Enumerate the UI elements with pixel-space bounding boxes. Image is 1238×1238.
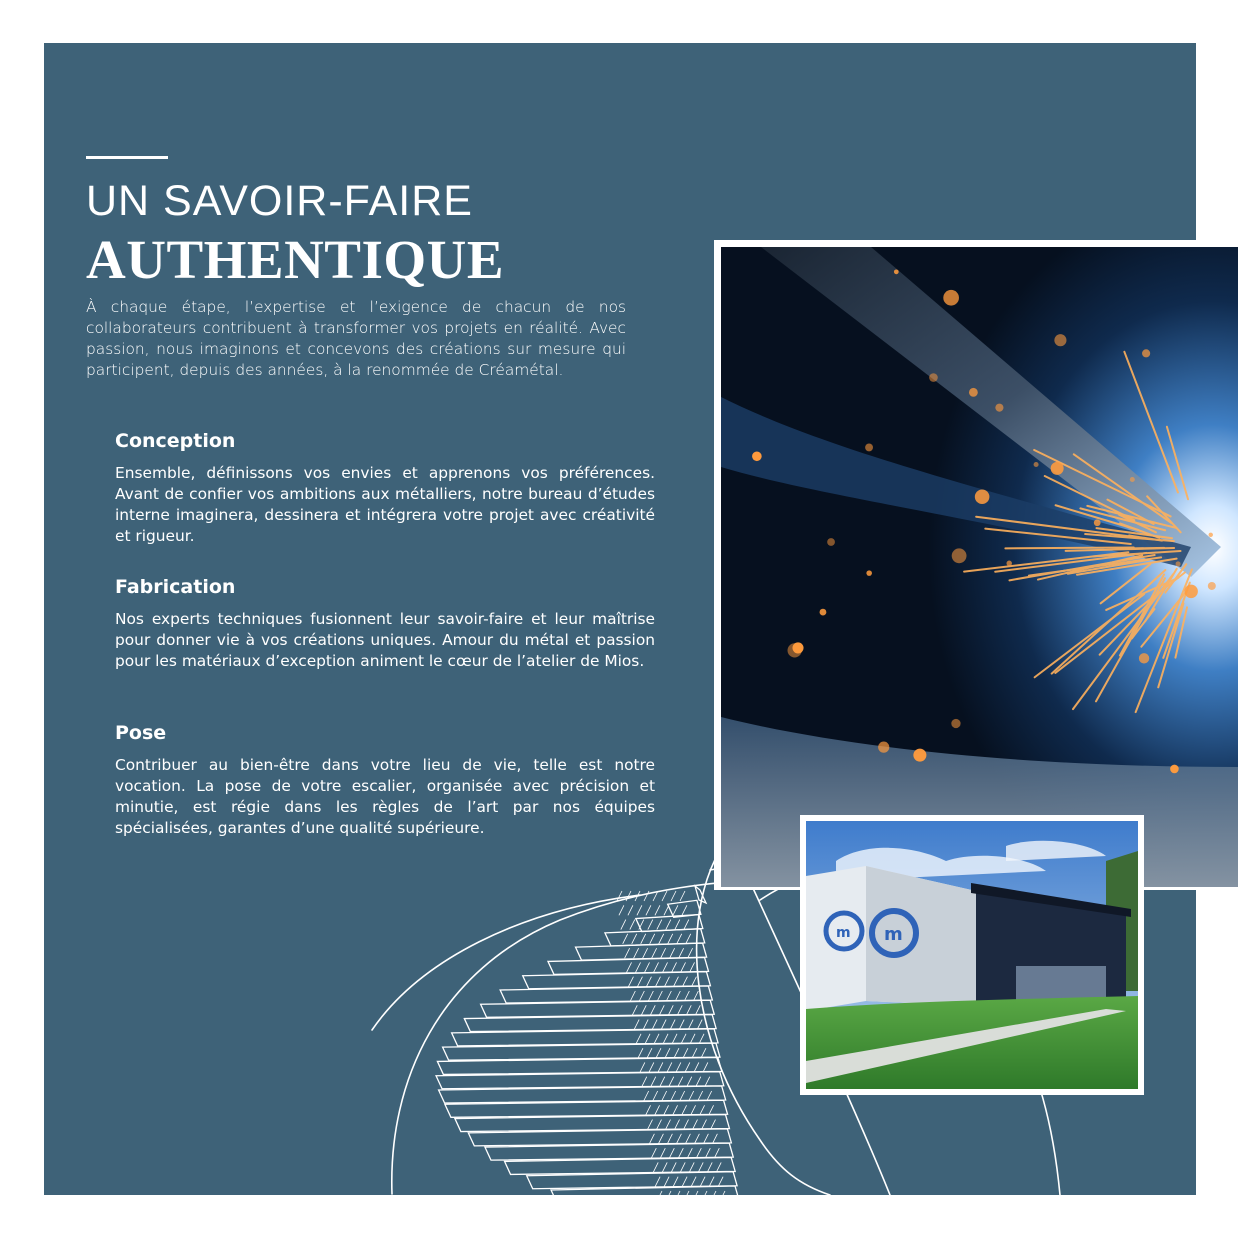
ember (1209, 533, 1213, 537)
section-title-conception: Conception (115, 430, 236, 452)
stair-hatching (619, 905, 687, 915)
ember (1176, 561, 1181, 566)
section-body-fabrication: Nos experts techniques fusionnent leur savoir-faire et leur maîtrise pour donner vie à vos créations uniques. Amour du métal et passion pour les matériaux d’exception animent le cœur de l’atelier de Mios. (115, 610, 655, 670)
ember (1208, 582, 1216, 590)
title-rule (86, 156, 168, 159)
stair-hatching (632, 1005, 700, 1015)
ember (952, 548, 967, 563)
stair-steps (436, 886, 739, 1203)
section-title-fabrication: Fabrication (115, 576, 236, 598)
intro-paragraph: À chaque étape, l’expertise et l’exigence de chacun de nos collaborateurs contribuent à transformer vos projets en réalité. Avec passion, nous imaginons et concevons des créations sur mesure qui participent, depuis des années, à la renommée de Créamétal. (86, 298, 626, 379)
stair-hatching (636, 1034, 704, 1044)
ember (866, 570, 872, 576)
ember (1006, 561, 1011, 566)
stair-hatching (655, 1177, 723, 1187)
stair-hatching (628, 977, 696, 987)
stair-hatching (630, 991, 698, 1001)
building-photo-frame (800, 815, 1144, 1095)
ember (1094, 519, 1101, 526)
ember (951, 719, 960, 728)
ember (929, 373, 938, 382)
ember (1054, 334, 1066, 346)
ember (995, 404, 1003, 412)
ember (1184, 585, 1197, 598)
stair-hatching (638, 1048, 706, 1058)
ember (792, 642, 803, 653)
stair-hatching (640, 1062, 708, 1072)
stair-hatching (627, 962, 695, 972)
ember (943, 290, 959, 306)
building-photo (806, 821, 1138, 1089)
svg-text:m: m (884, 924, 903, 945)
ember (820, 609, 827, 616)
ember (1139, 653, 1149, 663)
welding-photo-frame (714, 240, 1238, 890)
spark (1005, 548, 1133, 549)
section-title-pose: Pose (115, 722, 167, 744)
ember (878, 742, 889, 753)
ember (969, 388, 978, 397)
ember (913, 749, 926, 762)
stair-hatching (646, 1105, 714, 1115)
welding-photo (721, 247, 1238, 887)
stair-hatching (651, 1148, 719, 1158)
stair-hatching (623, 934, 691, 944)
svg-text:m: m (836, 925, 851, 941)
ember (1130, 477, 1135, 482)
stair-hatching (649, 1134, 717, 1144)
section-body-conception: Ensemble, définissons vos envies et apprenons vos préférences. Avant de confier vos ambitions aux métalliers, notre bureau d’études interne imaginera, dessinera et intégrera votre projet avec créativité et rigueur. (115, 464, 655, 545)
stair-hatching (644, 1091, 712, 1101)
stair-hatching (653, 1162, 721, 1172)
stair-hatching (642, 1077, 710, 1087)
ember (1170, 765, 1179, 774)
ember (1034, 462, 1039, 467)
ember (865, 444, 873, 452)
ember (827, 538, 835, 546)
ember (1051, 462, 1064, 475)
page-title-line1: UN SAVOIR-FAIRE (86, 177, 473, 225)
ember (752, 451, 762, 461)
stair-hatching (657, 1191, 725, 1201)
ember (894, 269, 899, 274)
stair-hatching (634, 1020, 702, 1030)
stair-hatching (647, 1120, 715, 1130)
stair-hatching (625, 948, 693, 958)
ember (1142, 349, 1150, 357)
ember (975, 489, 990, 504)
stair-hatching (621, 920, 689, 930)
page-title-line2: AUTHENTIQUE (86, 229, 505, 290)
section-body-pose: Contribuer au bien-être dans votre lieu de vie, telle est notre vocation. La pose de votre escalier, organisée avec précision et minutie, est régie dans les règles de l’art par nos équipes spécialisées, garantes d’une qualité supérieure. (115, 756, 655, 837)
